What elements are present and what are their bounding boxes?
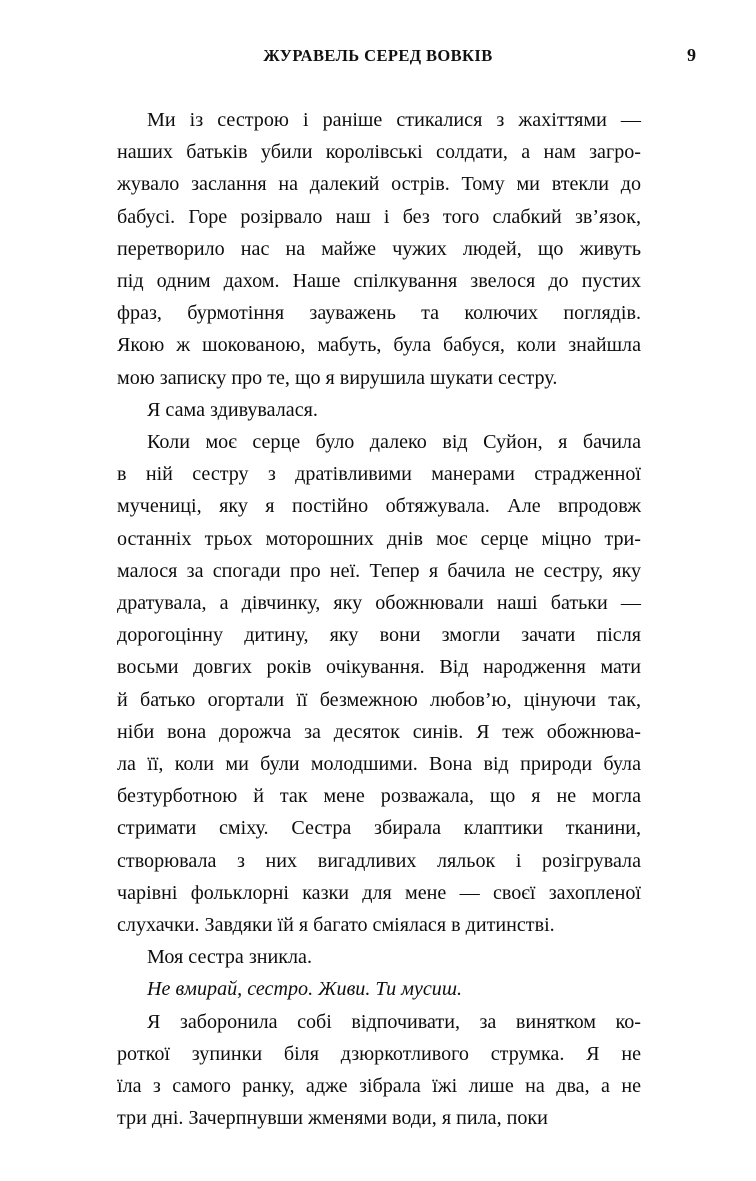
text-line: дорогоцінну дитину, яку вони змогли зачати після bbox=[117, 624, 641, 647]
paragraph bbox=[117, 1006, 641, 1135]
text-line: бабусі. Горе розірвало наш і без того слабкий зв’язок, bbox=[117, 205, 641, 228]
text-line: Коли моє серце було далеко від Суйон, я бачила bbox=[147, 431, 641, 454]
paragraph bbox=[117, 941, 641, 973]
text-line: три дні. Зачерпнувши жменями води, я пила, поки bbox=[117, 1107, 548, 1130]
text-line: дратувала, а дівчинку, яку обожнювали наші батьки — bbox=[117, 592, 641, 615]
running-head-title: ЖУРАВЕЛЬ СЕРЕД ВОВКІВ bbox=[263, 46, 493, 65]
text-line: ла її, коли ми були молодшими. Вона від природи була bbox=[117, 753, 641, 776]
text-line: й батько огортали її безмежною любов’ю, цінуючи так, bbox=[117, 688, 641, 711]
text-line: чарівні фольклорні казки для мене — своєї захопленої bbox=[117, 881, 641, 904]
text-line: під одним дахом. Наше спілкування звелося до пустих bbox=[117, 270, 641, 293]
body-text-block bbox=[117, 104, 641, 1135]
text-line: Ми із сестрою і раніше стикалися з жахіттями — bbox=[147, 109, 641, 131]
paragraph bbox=[117, 104, 641, 394]
text-line: мою записку про те, що я вирушила шукати сестру. bbox=[117, 366, 558, 389]
text-line: фраз, бурмотіння зауважень та колючих поглядів. bbox=[117, 302, 641, 325]
text-line: роткої зупинки біля дзюркотливого струмка. Я не bbox=[117, 1042, 641, 1065]
text-line: слухачки. Завдяки їй я багато сміялася в дитинстві. bbox=[117, 914, 555, 937]
text-line: Я заборонила собі відпочивати, за винятком ко- bbox=[147, 1010, 641, 1033]
text-line: останніх трьох моторошних днів моє серце міцно три- bbox=[117, 527, 641, 550]
text-line: ніби вона дорожча за десяток синів. Я теж обожнюва- bbox=[117, 720, 641, 743]
text-line: Не вмирай, сестро. Живи. Ти мусиш. bbox=[147, 978, 463, 1001]
paragraph bbox=[117, 394, 641, 426]
text-line: наших батьків убили королівські солдати, а нам загро- bbox=[117, 141, 641, 164]
text-line: восьми довгих років очікування. Від народження мати bbox=[117, 656, 641, 679]
text-line: Моя сестра зникла. bbox=[147, 946, 312, 969]
text-line: створювала з них вигадливих ляльок і розігрувала bbox=[117, 849, 641, 872]
paragraph bbox=[117, 426, 641, 941]
text-line: жувало заслання на далекий острів. Тому ми втекли до bbox=[117, 173, 641, 196]
text-line: малося за спогади про неї. Тепер я бачила не сестру, яку bbox=[117, 559, 641, 582]
running-head bbox=[0, 46, 756, 72]
text-line: безтурботною й так мене розважала, що я не могла bbox=[117, 785, 641, 808]
text-line: перетворило нас на майже чужих людей, що живуть bbox=[117, 237, 641, 260]
page-number: 9 bbox=[687, 45, 696, 65]
text-line: в ній сестру з дратівливими манерами страдженної bbox=[117, 463, 641, 486]
text-line: їла з самого ранку, адже зібрала їжі лише на два, а не bbox=[117, 1075, 641, 1098]
text-line: стримати сміху. Сестра збирала клаптики тканини, bbox=[117, 817, 641, 840]
text-line: Якою ж шокованою, мабуть, була бабуся, коли знайшла bbox=[117, 334, 641, 357]
text-line: мучениці, яку я постійно обтяжувала. Але впродовж bbox=[117, 495, 641, 518]
paragraph bbox=[117, 973, 641, 1005]
text-line: Я сама здивувалася. bbox=[147, 398, 318, 421]
